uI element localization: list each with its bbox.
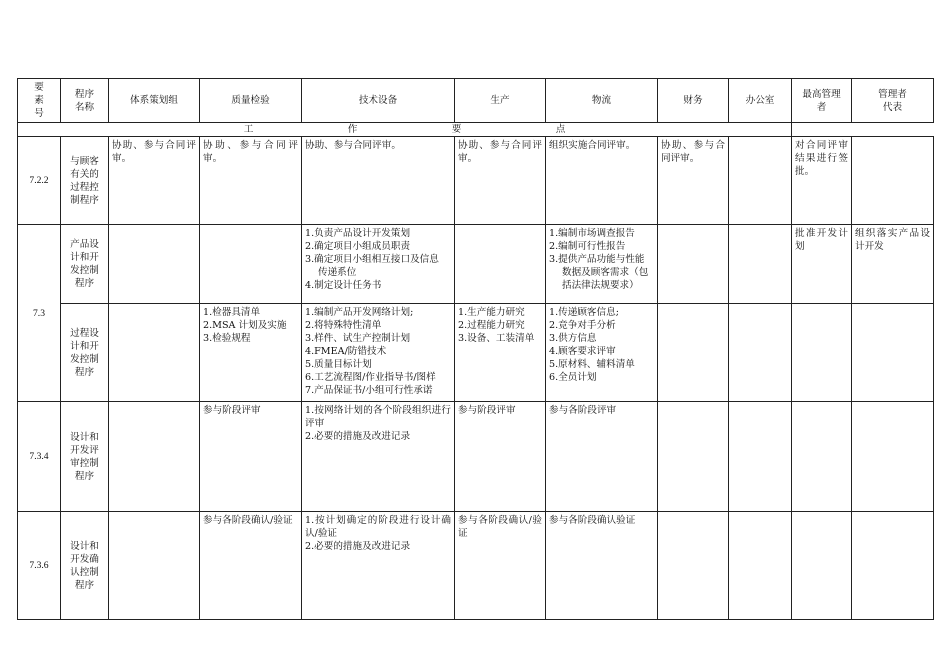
responsibility-cell-planning: 协助、参与合同评审。 <box>109 137 200 225</box>
key-points-label: 工 作 要 点 <box>18 123 792 137</box>
responsibility-cell-management-rep <box>852 304 934 402</box>
header-procedure-name: 程序 名称 <box>61 79 109 123</box>
responsibility-cell-finance <box>658 512 729 620</box>
procedure-name-cell: 过程设 计和开 发控制 程序 <box>61 304 109 402</box>
procedure-name-cell: 与顾客 有关的 过程控 制程序 <box>61 137 109 225</box>
responsibility-cell-quality: 参与各阶段确认/验证 <box>200 512 302 620</box>
table-row <box>18 137 934 225</box>
responsibility-cell-management-rep: 组织落实产品设计开发 <box>852 225 934 304</box>
header-dept-planning: 体系策划组 <box>109 79 200 123</box>
responsibility-cell-office <box>729 402 792 512</box>
procedure-name-cell: 设计和 开发评 审控制 程序 <box>61 402 109 512</box>
responsibility-cell-management-rep <box>852 512 934 620</box>
responsibility-cell-technical: 1.按网络计划的各个阶段组织进行评审 2.必要的措施及改进记录 <box>302 402 455 512</box>
responsibility-cell-production: 协助、参与合同评审。 <box>455 137 546 225</box>
table-row <box>18 225 934 304</box>
element-code-cell: 7.3.6 <box>18 512 61 620</box>
header-top-management: 最高管理 者 <box>792 79 852 123</box>
responsibility-cell-planning <box>109 512 200 620</box>
responsibility-cell-finance <box>658 225 729 304</box>
header-element-code: 要 素 号 <box>18 79 61 123</box>
procedure-name-cell: 产品设 计和开 发控制 程序 <box>61 225 109 304</box>
responsibility-cell-management-rep <box>852 137 934 225</box>
responsibility-cell-top-management <box>792 402 852 512</box>
responsibility-cell-office <box>729 304 792 402</box>
responsibility-cell-quality <box>200 225 302 304</box>
responsibility-cell-production <box>455 225 546 304</box>
responsibility-cell-office <box>729 137 792 225</box>
responsibility-cell-logistics: 1.编制市场调查报告 2.编制可行性报告 3.提供产品功能与性能 数据及顾客需求（包 括法律法规要求） <box>546 225 658 304</box>
header-dept-quality: 质量检验 <box>200 79 302 123</box>
responsibility-cell-planning <box>109 402 200 512</box>
element-code-cell: 7.3 <box>18 225 61 402</box>
responsibility-cell-technical: 1.负责产品设计开发策划 2.确定项目小组成员职责 3.确定项目小组相互接口及信息 传递系位 4.制定设计任务书 <box>302 225 455 304</box>
responsibility-cell-top-management <box>792 304 852 402</box>
header-dept-office: 办公室 <box>729 79 792 123</box>
header-management-rep: 管理者 代表 <box>852 79 934 123</box>
header-dept-production: 生产 <box>455 79 546 123</box>
header-dept-technical: 技术设备 <box>302 79 455 123</box>
table-row <box>18 304 934 402</box>
responsibility-cell-finance <box>658 402 729 512</box>
responsibility-cell-finance <box>658 304 729 402</box>
element-code-cell: 7.2.2 <box>18 137 61 225</box>
header-row <box>18 79 934 123</box>
responsibility-matrix-table <box>17 78 934 620</box>
responsibility-cell-logistics: 参与各阶段确认验证 <box>546 512 658 620</box>
responsibility-cell-finance: 协助、参与合同评审。 <box>658 137 729 225</box>
procedure-name-cell: 设计和 开发确 认控制 程序 <box>61 512 109 620</box>
responsibility-cell-office <box>729 225 792 304</box>
responsibility-cell-technical: 协助、参与合同评审。 <box>302 137 455 225</box>
responsibility-cell-production: 参与各阶段确认/验证 <box>455 512 546 620</box>
responsibility-cell-management-rep <box>852 402 934 512</box>
responsibility-cell-production: 参与阶段评审 <box>455 402 546 512</box>
responsibility-cell-top-management <box>792 512 852 620</box>
element-code-cell: 7.3.4 <box>18 402 61 512</box>
responsibility-cell-technical: 1.按计划确定的阶段进行设计确认/验证 2.必要的措施及改进记录 <box>302 512 455 620</box>
header-dept-logistics: 物流 <box>546 79 658 123</box>
key-points-row <box>18 123 934 137</box>
responsibility-cell-quality: 参与阶段评审 <box>200 402 302 512</box>
responsibility-cell-planning <box>109 304 200 402</box>
responsibility-cell-top-management: 批准开发计划 <box>792 225 852 304</box>
responsibility-cell-planning <box>109 225 200 304</box>
responsibility-cell-logistics: 1.传递顾客信息; 2.竞争对手分析 3.供方信息 4.顾客要求评审 5.原材料、辅料清单 6.全员计划 <box>546 304 658 402</box>
table-row <box>18 512 934 620</box>
responsibility-cell-quality: 1.检器具清单 2.MSA 计划及实施 3.检验规程 <box>200 304 302 402</box>
header-dept-finance: 财务 <box>658 79 729 123</box>
responsibility-cell-technical: 1.编制产品开发网络计划; 2.将特殊特性清单 3.样件、试生产控制计划 4.FMEA/防错技术 5.质量目标计划 6.工艺流程图/作业指导书/图样 7.产品保证书/小组可行性承诺 <box>302 304 455 402</box>
responsibility-cell-logistics: 组织实施合同评审。 <box>546 137 658 225</box>
responsibility-cell-logistics: 参与各阶段评审 <box>546 402 658 512</box>
responsibility-cell-top-management: 对合同评审结果进行签批。 <box>792 137 852 225</box>
responsibility-cell-quality: 协助、参与合同评审。 <box>200 137 302 225</box>
responsibility-cell-production: 1.生产能力研究 2.过程能力研究 3.设备、工装清单 <box>455 304 546 402</box>
responsibility-cell-office <box>729 512 792 620</box>
table-row <box>18 402 934 512</box>
